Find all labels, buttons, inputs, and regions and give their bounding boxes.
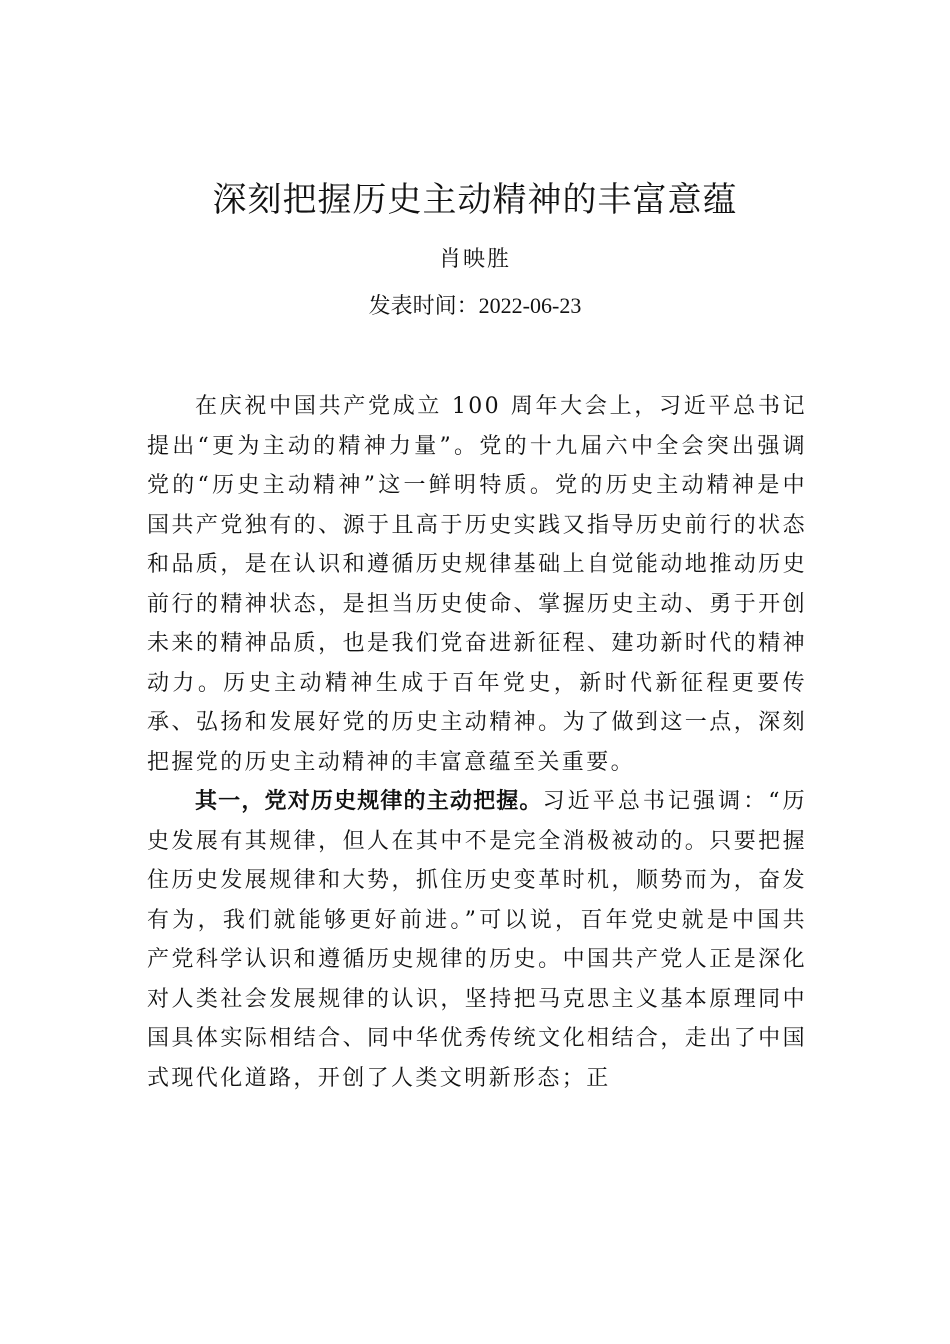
document-title: 深刻把握历史主动精神的丰富意蕴 [212,180,738,220]
paragraph-2-text: 习近平总书记强调：“历史发展有其规律，但人在其中不是完全消极被动的。只要把握住历史发展规律和大势，抓住历史变革时机，顺势而为，奋发有为，我们就能够更好前进。”可以说，百年党史就是中国共产党科学认识和遵循历史规律的历史。中国共产党人正是深化对人类社会发展规律的认识，坚持把马克思主义基本原理同中国具体实际相结合、同中华优秀传统文化相结合，走出了中国式现代化道路，开创了人类文明新形态；正 [147,789,807,1091]
article-body [147,387,807,1098]
publish-date-value: 2022-06-23 [478,293,582,318]
publish-date-label: 发表时间： [368,293,479,318]
paragraph-2-lead: 其一，党对历史规律的主动把握。 [195,789,543,814]
paragraph-2 [147,782,807,1098]
paragraph-1-text: 在庆祝中国共产党成立 100 周年大会上，习近平总书记提出“更为主动的精神力量”。党的十九届六中全会突出强调党的“历史主动精神”这一鲜明特质。党的历史主动精神是中国共产党独有的、源于且高于历史实践又指导历史前行的状态和品质，是在认识和遵循历史规律基础上自觉能动地推动历史前行的精神状态，是担当历史使命、掌握历史主动、勇于开创未来的精神品质，也是我们党奋进新征程、建功新时代的精神动力。历史主动精神生成于百年党史，新时代新征程更要传承、弘扬和发展好党的历史主动精神。为了做到这一点，深刻把握党的历史主动精神的丰富意蕴至关重要。 [147,394,807,775]
publish-date [0,290,950,323]
paragraph-1 [147,387,807,782]
author-name: 肖映胜 [438,247,511,272]
